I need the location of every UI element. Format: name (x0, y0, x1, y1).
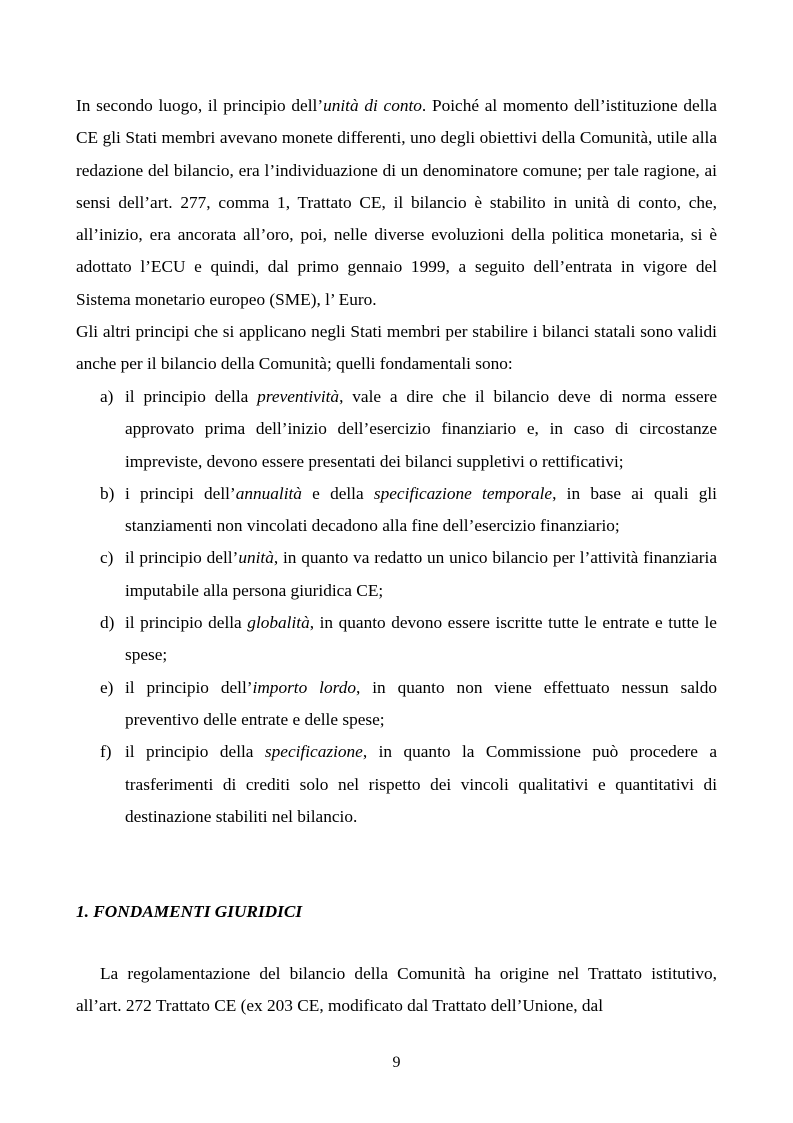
list-item: e) il principio dell’importo lordo, in quanto non viene effettuato nessun saldo preventivo delle entrate e delle spese; (100, 677, 718, 729)
list-item: b) i principi dell’annualità e della specificazione temporale, in base ai quali gli stanziamenti non vincolati decadono alla fine dell’esercizio finanziario; (100, 483, 717, 536)
paragraph-altri-principi: Gli altri principi che si applicano negli Stati membri per stabilire i bilanci statali sono validi anche per il bilancio della Comunità; quelli fondamentali sono: (76, 322, 717, 374)
list-item: a) il principio della preventività, vale a dire che il bilancio deve di norma essere approvato prima dell’inizio dell’esercizio finanziario e, in caso di circostanze impreviste, devono essere presentati dei bilanci suppletivi o rettificativi; (100, 387, 717, 471)
page-number: 9 (392, 1054, 401, 1071)
list-item: d) il principio della globalità, in quanto devono essere iscritte tutte le entrate e tutte le spese; (100, 613, 717, 665)
paragraph-unita-di-conto: In secondo luogo, il principio dell’unità di conto. Poiché al momento dell’istituzione della CE gli Stati membri avevano monete differenti, uno degli obiettivi della Comunità, utile alla redazione del bilancio, era l’individuazione di un denominatore comune; per tale ragione, ai sensi dell’art. 277, comma 1, Trattato CE, il bilancio è stabilito in unità di conto, che, all’inizio, era ancorata all’oro, poi, nelle diverse evoluzioni della politica monetaria, si è adottato l’ECU e quindi, dal primo gennaio 1999, a seguito dell’entrata in vigore del Sistema monetario europeo (SME), l’ Euro. (76, 96, 717, 309)
paragraph-regolamentazione: La regolamentazione del bilancio della Comunità ha origine nel Trattato istitutivo, all’art. 272 Trattato CE (ex 203 CE, modificato dal Trattato dell’Unione, dal (76, 964, 717, 1016)
section-heading: 1. FONDAMENTI GIURIDICI (76, 902, 303, 921)
list-item: f) il principio della specificazione, in quanto la Commissione può procedere a trasferimenti di crediti solo nel rispetto dei vincoli qualitativi e quantitativi di destinazione stabiliti nel bilancio. (100, 742, 717, 826)
principles-list (100, 381, 717, 833)
list-item: c) il principio dell’unità, in quanto va redatto un unico bilancio per l’attività finanziaria imputabile alla persona giuridica CE; (100, 548, 717, 600)
